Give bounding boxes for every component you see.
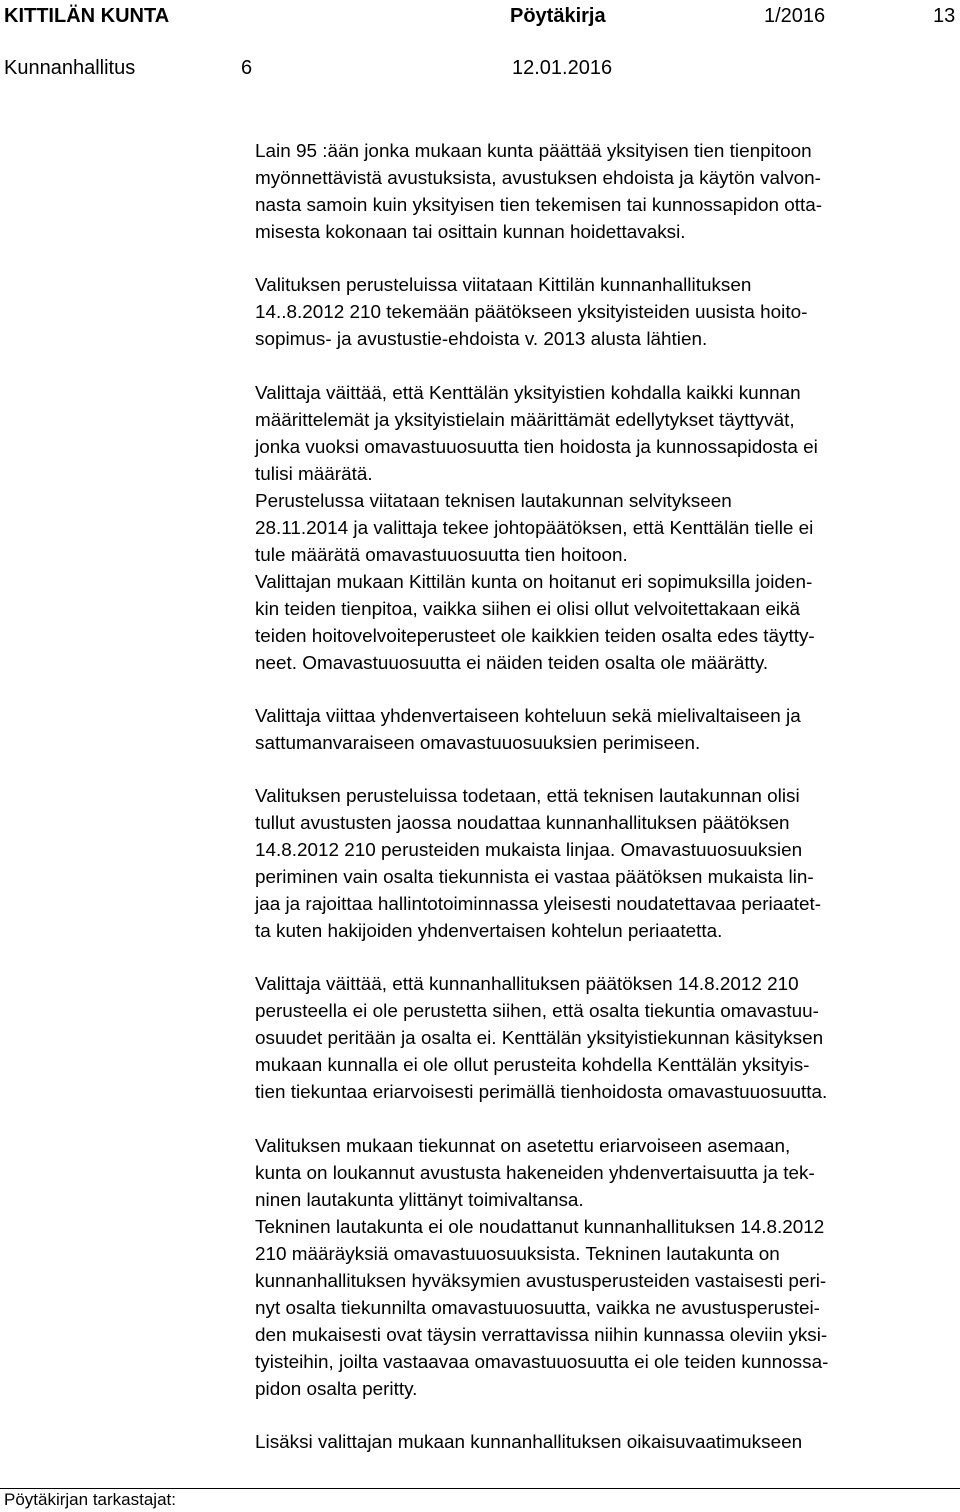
text-line: Valituksen perusteluissa todetaan, että teknisen lautakunnan olisi xyxy=(255,786,800,807)
meeting-body: Kunnanhallitus xyxy=(4,57,136,79)
text-line: misesta kokonaan tai osittain kunnan hoidettavaksi. xyxy=(255,222,686,243)
text-line: Tekninen lautakunta ei ole noudattanut kunnanhallituksen 14.8.2012 xyxy=(255,1217,825,1238)
text-line: Perustelussa viitataan teknisen lautakunnan selvitykseen xyxy=(255,491,732,512)
text-line: perusteella ei ole perustetta siihen, että osalta tiekuntia omavastuu- xyxy=(255,1001,819,1022)
text-line: jonka vuoksi omavastuuosuutta tien hoidosta ja kunnossapidosta ei xyxy=(255,437,818,458)
text-line: sattumanvaraiseen omavastuuosuuksien perimiseen. xyxy=(255,733,701,754)
text-line: tule määrätä omavastuuosuutta tien hoitoon. xyxy=(255,545,628,566)
paragraph xyxy=(255,138,955,246)
document-type: Pöytäkirja xyxy=(510,5,606,27)
text-line: osuudet peritään ja osalta ei. Kenttälän yksityistiekunnan käsityksen xyxy=(255,1028,824,1049)
paragraph xyxy=(255,783,955,945)
text-line: tullut avustusten jaossa noudattaa kunnanhallituksen päätöksen xyxy=(255,813,790,834)
paragraph xyxy=(255,703,955,757)
text-line: Valituksen perusteluissa viitataan Kittilän kunnanhallituksen xyxy=(255,275,752,296)
text-line: tulisi määrätä. xyxy=(255,464,373,485)
text-line: jaa ja rajoittaa hallintotoiminnassa yleisesti noudatettavaa periaatet- xyxy=(255,894,822,915)
text-line: myönnettävistä avustuksista, avustuksen ehdoista ja käytön valvon- xyxy=(255,168,821,189)
paragraph xyxy=(255,380,955,677)
paragraph xyxy=(255,1133,955,1403)
footer-reviewers-label: Pöytäkirjan tarkastajat: xyxy=(4,1490,176,1509)
document-body xyxy=(255,138,955,1456)
text-line: Valittaja väittää, että kunnanhallituksen päätöksen 14.8.2012 210 xyxy=(255,974,799,995)
text-line: 28.11.2014 ja valittaja tekee johtopäätöksen, että Kenttälän tielle ei xyxy=(255,518,814,539)
document-number: 1/2016 xyxy=(764,5,826,27)
text-line: 14.8.2012 210 perusteiden mukaista linjaa. Omavastuuosuuksien xyxy=(255,840,803,861)
paragraph xyxy=(255,1429,955,1456)
text-line: kunta on loukannut avustusta hakeneiden yhdenvertaisuutta ja tek- xyxy=(255,1163,815,1184)
text-line: Valittaja viittaa yhdenvertaiseen kohteluun sekä mielivaltaiseen ja xyxy=(255,706,801,727)
text-line: ta kuten hakijoiden yhdenvertaisen kohtelun periaatetta. xyxy=(255,921,723,942)
text-line: kin teiden tienpitoa, vaikka siihen ei olisi ollut velvoitettakaan eikä xyxy=(255,599,800,620)
text-line: sopimus- ja avustustie-ehdoista v. 2013 alusta lähtien. xyxy=(255,329,708,350)
municipality-name: KITTILÄN KUNTA xyxy=(4,5,170,27)
text-line: Lain 95 :ään jonka mukaan kunta päättää yksityisen tien tienpitoon xyxy=(255,141,812,162)
text-line: mukaan kunnalla ei ole ollut perusteita kohdella Kenttälän yksityis- xyxy=(255,1055,810,1076)
text-line: Valittaja väittää, että Kenttälän yksityistien kohdalla kaikki kunnan xyxy=(255,383,801,404)
text-line: 14..8.2012 210 tekemään päätökseen yksityisteiden uusista hoito- xyxy=(255,302,808,323)
text-line: kunnanhallituksen hyväksymien avustusperusteiden vastaisesti peri- xyxy=(255,1271,827,1292)
text-line: periminen vain osalta tiekunnista ei vastaa päätöksen mukaista lin- xyxy=(255,867,814,888)
text-line: tyisteihin, joilta vastaavaa omavastuuosuutta ei ole teiden kunnossa- xyxy=(255,1352,829,1373)
meeting-date: 12.01.2016 xyxy=(512,57,613,79)
text-line: Valittajan mukaan Kittilän kunta on hoitanut eri sopimuksilla joiden- xyxy=(255,572,813,593)
text-line: ninen lautakunta ylittänyt toimivaltansa. xyxy=(255,1190,584,1211)
page-number: 13 xyxy=(933,5,956,27)
text-line: teiden hoitovelvoiteperusteet ole kaikkien teiden osalta edes täytty- xyxy=(255,626,815,647)
text-line: neet. Omavastuuosuutta ei näiden teiden osalta ole määrätty. xyxy=(255,653,769,674)
footer-divider xyxy=(0,1488,960,1489)
text-line: nyt osalta tiekunnilta omavastuuosuutta, vaikka ne avustusperustei- xyxy=(255,1298,820,1319)
text-line: nasta samoin kuin yksityisen tien tekemisen tai kunnossapidon otta- xyxy=(255,195,823,216)
text-line: määrittelemät ja yksityistielain määrittämät edellytykset täyttyvät, xyxy=(255,410,795,431)
paragraph xyxy=(255,971,955,1106)
text-line: tien tiekuntaa eriarvoisesti perimällä tienhoidosta omavastuuosuutta. xyxy=(255,1082,828,1103)
section-number: 6 xyxy=(241,57,253,79)
paragraph xyxy=(255,272,955,353)
text-line: 210 määräyksiä omavastuuosuuksista. Tekninen lautakunta on xyxy=(255,1244,780,1265)
text-line: Lisäksi valittajan mukaan kunnanhallituksen oikaisuvaatimukseen xyxy=(255,1432,803,1453)
text-line: pidon osalta peritty. xyxy=(255,1379,418,1400)
text-line: Valituksen mukaan tiekunnat on asetettu eriarvoiseen asemaan, xyxy=(255,1136,791,1157)
text-line: den mukaisesti ovat täysin verrattavissa niihin kunnassa oleviin yksi- xyxy=(255,1325,828,1346)
